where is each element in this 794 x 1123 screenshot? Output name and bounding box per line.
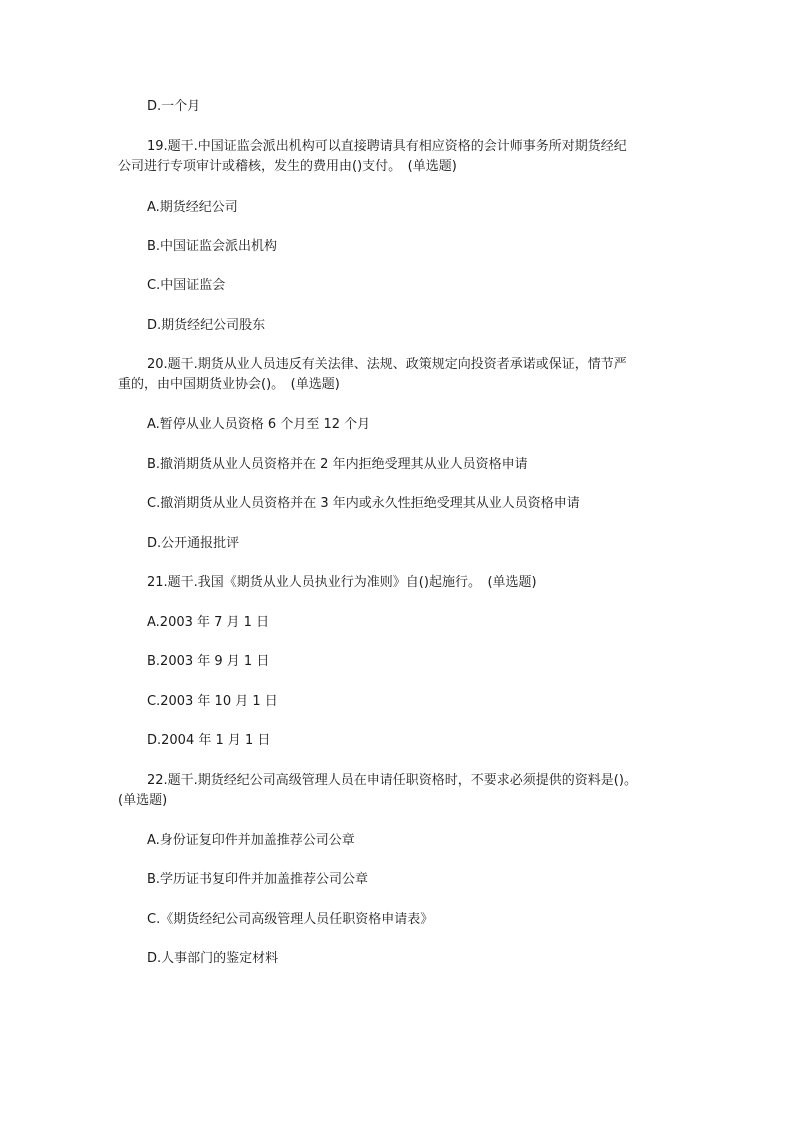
question-20-option-a: A.暂停从业人员资格 6 个月至 12 个月 xyxy=(147,417,371,432)
question-19-stem-line1: 19.题干.中国证监会派出机构可以直接聘请具有相应资格的会计师事务所对期货经纪 xyxy=(147,139,627,154)
question-19-option-c: C.中国证监会 xyxy=(147,278,226,293)
question-21-stem-line1: 21.题干.我国《期货从业人员执业行为准则》自()起施行。 (单选题) xyxy=(147,575,537,590)
question-22-stem-line2: (单选题) xyxy=(118,793,168,808)
question-20-stem-line1: 20.题干.期货从业人员违反有关法律、法规、政策规定向投资者承诺或保证，情节严 xyxy=(147,357,627,372)
question-19-option-d: D.期货经纪公司股东 xyxy=(147,318,266,333)
question-22-option-a: A.身份证复印件并加盖推荐公司公章 xyxy=(147,833,355,848)
question-19-option-a: A.期货经纪公司 xyxy=(147,200,238,215)
question-20-option-c: C.撤消期货从业人员资格并在 3 年内或永久性拒绝受理其从业人员资格申请 xyxy=(147,496,580,511)
question-21-option-a: A.2003 年 7 月 1 日 xyxy=(147,615,270,630)
question-21-option-d: D.2004 年 1 月 1 日 xyxy=(147,733,271,748)
question-20-option-b: B.撤消期货从业人员资格并在 2 年内拒绝受理其从业人员资格申请 xyxy=(147,457,528,472)
question-21-option-c: C.2003 年 10 月 1 日 xyxy=(147,694,278,709)
question-19-stem-line2: 公司进行专项审计或稽核，发生的费用由()支付。 (单选题) xyxy=(118,159,457,174)
question-22-stem-line1: 22.题干.期货经纪公司高级管理人员在申请任职资格时，不要求必须提供的资料是()。 xyxy=(147,773,637,788)
question-22-option-b: B.学历证书复印件并加盖推荐公司公章 xyxy=(147,872,369,887)
prev-option-d: D.一个月 xyxy=(147,99,201,114)
question-22-option-d: D.人事部门的鉴定材料 xyxy=(147,951,279,966)
question-20-option-d: D.公开通报批评 xyxy=(147,536,240,551)
question-21-option-b: B.2003 年 9 月 1 日 xyxy=(147,654,270,669)
question-19-option-b: B.中国证监会派出机构 xyxy=(147,239,278,254)
question-22-option-c: C.《期货经纪公司高级管理人员任职资格申请表》 xyxy=(147,912,434,927)
question-20-stem-line2: 重的，由中国期货业协会()。 (单选题) xyxy=(118,377,340,392)
